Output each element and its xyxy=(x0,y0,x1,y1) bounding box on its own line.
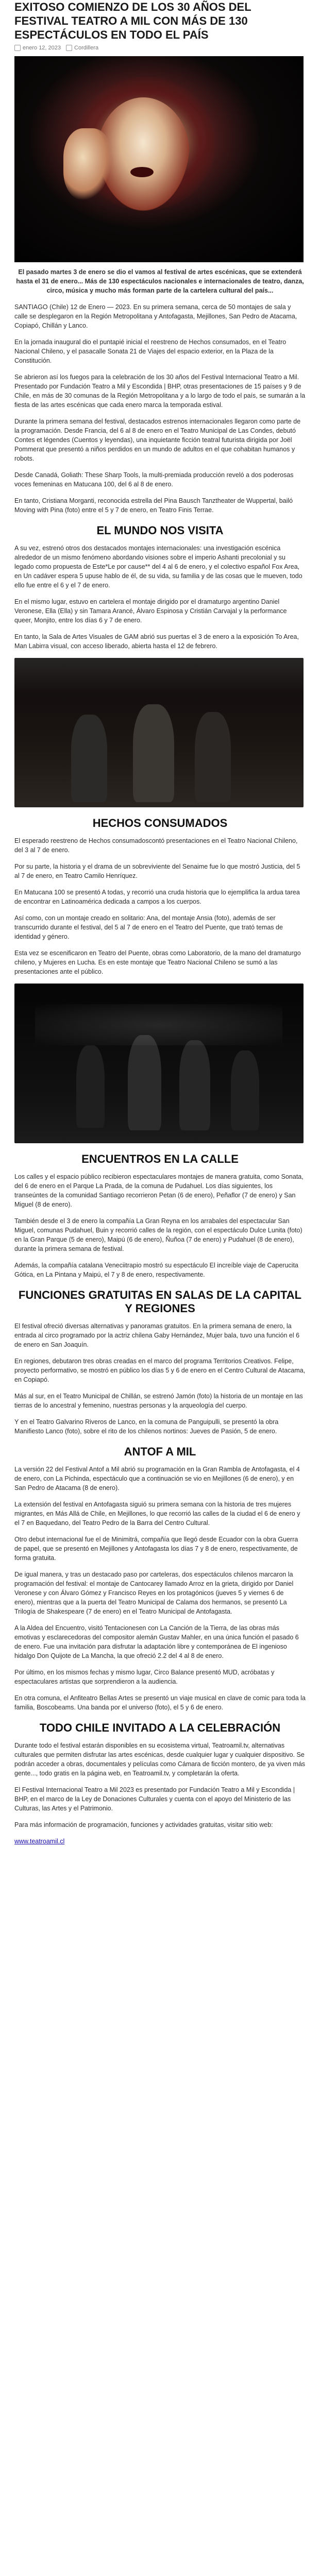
stage-light xyxy=(14,658,304,694)
stage-photo xyxy=(14,658,304,807)
paragraph: En tanto, la Sala de Artes Visuales de GAM abrió sus puertas el 3 de enero a la exposición To Area, Man Labirra visual, con acceso liberado, abierta hasta el 12 de febrero. xyxy=(14,633,299,650)
folder-icon xyxy=(66,45,72,51)
hero-hand-shape xyxy=(63,128,112,200)
site-link[interactable]: www.teatroamil.cl xyxy=(14,1838,65,1845)
paragraph: Además, la compañía catalana Veneciitrapio mostró su espectáculo El increíble viaje de Caperucita Gótica, en La Pintana y Maipú, el 7 y 8 de enero, respectivamente. xyxy=(14,1262,299,1278)
paragraph: Otro debut internacional fue el de Minimitrá, compañía que llegó desde Ecuador con la obra Guerra de papel, que se presentó en Mejillones y Antofagasta los días 7 y 8 de enero, respectivamente, de forma gratuita. xyxy=(14,1536,298,1562)
paragraph: A su vez, estrenó otros dos destacados montajes internacionales: una investigación escénica alrededor de un mismo fenómeno abordando visiones sobre el imperio Ashanti precolonial y su legado como propuesta de Este*Le por cause** del 4 al 6 de enero, y el colectivo español Fox Area, en Un cadáver espera 5 upuse hablo de él, de su vida, su familia y de las cosas que le mueven, todo ello fue entre el 6 y el 7 de enero. xyxy=(14,545,302,589)
section-heading: HECHOS CONSUMADOS xyxy=(92,817,228,829)
paragraph: SANTIAGO (Chile) 12 de Enero — 2023. En su primera semana, cerca de 50 montajes de sala y calle se desplegaron en la Región Metropolitana y Antofagasta, Mejillones, San Pedro de Atacama, Copiapó, Chillán y Lanco. xyxy=(14,303,297,329)
paragraph: Por su parte, la historia y el drama de un sobreviviente del Senaime fue lo que mostró Justicia, del 5 al 7 de enero, en Teatro Camilo Henríquez. xyxy=(14,863,300,879)
paragraph: Más al sur, en el Teatro Municipal de Chillán, se estrenó Jamón (foto) la historia de un montaje en las tierras de lo ancestral y femenino, nuestras personas y la arqueología del cuerpo. xyxy=(14,1393,303,1409)
performer-figure xyxy=(133,704,174,802)
section-heading: ANTOF A MIL xyxy=(124,1445,196,1458)
performer-figure xyxy=(195,712,231,802)
hero-image xyxy=(14,56,304,262)
paragraph: Y en el Teatro Galvarino Riveros de Lanco, en la comuna de Panguipulli, se presentó la obra Manifiesto Lanco (foto), sobre el rito de los chilenos nortinos: Jueves de Pasión, 5 de enero. xyxy=(14,1418,279,1435)
paragraph: En otra comuna, el Anfiteatro Bellas Artes se presentó un viaje musical en clave de comic para toda la familia, Boscobeams. Una banda por el universo (foto), el 5 y 6 de enero. xyxy=(14,1694,306,1711)
paragraph: El esperado reestreno de Hechos consumadoscontó presentaciones en el Teatro Nacional Chileno, del 3 al 7 de enero. xyxy=(14,837,298,854)
site-link-paragraph xyxy=(14,1837,306,1846)
performer-figure xyxy=(128,1035,161,1130)
paragraph: Para más información de programación, funciones y actividades gratuitas, visitar sitio web: xyxy=(14,1821,273,1828)
stage-photo xyxy=(14,984,304,1143)
performer-figure xyxy=(179,1040,210,1130)
article-meta xyxy=(14,45,306,51)
article-category[interactable]: Cordillera xyxy=(74,45,99,51)
section-heading: EL MUNDO NOS VISITA xyxy=(96,524,224,537)
paragraph: En Matucana 100 se presentó A todas, y recorrió una cruda historia que lo ejemplifica la ardua tarea de encontrar en Latinoamérica dedicada a campos a los cuerpos. xyxy=(14,889,300,905)
paragraph: Durante la primera semana del festival, destacados estrenos internacionales llegaron como parte de la programación. Desde Francia, del 6 al 8 de enero en el Teatro Municipal de Las Condes, debutó Contes et légendes (Cuentos y leyendas), una inquietante ficción teatral futurista dirigida por Joël Pommerat que presentó a niños perdidos en un mundo de adultos en el que cohabitan humanos y robots. xyxy=(14,418,301,462)
paragraph: El Festival Internacional Teatro a Mil 2023 es presentado por Fundación Teatro a Mil y Escondida | BHP, en el marco de la Ley de Donaciones Culturales y cuenta con el apoyo del Ministerio de las Culturas, las Artes y el Patrimonio. xyxy=(14,1786,295,1812)
paragraph: Así como, con un montaje creado en solitario: Ana, del montaje Ansia (foto), además de ser transcurrido durante el festival, del 5 al 7 de enero en el Teatro del Puente, que trató temas de identidad y género. xyxy=(14,914,283,940)
section-heading: TODO CHILE INVITADO A LA CELEBRACIÓN xyxy=(39,1721,281,1734)
paragraph: El festival ofreció diversas alternativas y panoramas gratuitos. En la primera semana de enero, la entrada al circo programado por la actriz chilena Gaby Hernández, Mujer bala, tuvo una función el 6 de enero en San Joaquín. xyxy=(14,1323,300,1348)
paragraph: Esta vez se escenificaron en Teatro del Puente, obras como Laboratorio, de la mano del dramaturgo chileno, y Mujeres en Lucha. Es en este montaje que Teatro Nacional Chileno se sumó a las presentaciones ante el público. xyxy=(14,950,301,975)
paragraph: La versión 22 del Festival Antof a Mil abrió su programación en la Gran Rambla de Antofagasta, el 4 de enero, con La Pichinda, espectáculo que a continuación se vio en Mejillones (6 de enero), y en San Pedro de Atacama (8 de enero). xyxy=(14,1466,300,1492)
paragraph: En regiones, debutaron tres obras creadas en el marco del programa Territorios Creativos. Felipe, proyecto performativo, se mostró en público los días 5 y 6 de enero en el Centro Cultural de Atacama, en Copiapó. xyxy=(14,1358,306,1383)
calendar-icon xyxy=(14,45,21,51)
hero-mouth-shape xyxy=(130,167,154,177)
lead-paragraph: El pasado martes 3 de enero se dio el vamos al festival de artes escénicas, que se extenderá hasta el 31 de enero... Más de 130 espectáculos nacionales e internacionales de teatro, danza, circo, música y mucho más forman parte de la cartelera cultural del país... xyxy=(16,268,304,294)
paragraph: En el mismo lugar, estuvo en cartelera el montaje dirigido por el dramaturgo argentino Daniel Veronese, Ella (Ella) y sin Tamara Arancé, Álvaro Espinosa y Cristián Carvajal y la performance queer, Monjito, entre los días 6 y 7 de enero. xyxy=(14,598,287,624)
date-meta xyxy=(14,45,61,51)
paragraph: Se abrieron así los fuegos para la celebración de los 30 años del Festival Internacional Teatro a Mil. Presentado por Fundación Teatro a Mil y Escondida | BHP, otras presentaciones de 15 países y 9 de Chile, en más de 30 comunas de la Región Metropolitana y a lo largo de todo el país, se sumarán a la fiesta de las artes escénicas que cada enero marca la temporada estival. xyxy=(14,374,306,409)
paragraph: Durante todo el festival estarán disponibles en su ecosistema virtual, Teatroamil.tv, alternativas culturales que permiten disfrutar las artes escénicas, desde cualquier lugar y cualquier dispositivo. Se podrán acceder a obras, documentales y películas como Cámara de ficción montero, de ya viven más gente..., todo gratis en la página web, en Teatroamil.tv, y completarán la oferta. xyxy=(14,1742,306,1777)
performer-figure xyxy=(76,1045,105,1128)
paragraph: De igual manera, y tras un destacado paso por carteleras, dos espectáculos chilenos marcaron la programación del festival: el montaje de Cantocarey llamado Arroz en la grieta, dirigido por Daniel Veronese y con Álvaro Gómez y Francisco Reyes en los protagónicos (jueves 5 y viernes 6 de enero), mientras que a la puerta del Teatro Municipal de Calama dos hermanos, se presentó La Trilogía de Shakespeare (7 de enero) en el Teatro Municipal de Antofagasta. xyxy=(14,1571,294,1615)
paragraph: Por último, en los mismos fechas y mismo lugar, Circo Balance presentó MUD, acróbatas y espectaculares artistas que sorprendieron a la audiencia. xyxy=(14,1669,275,1685)
paragraph: Desde Canadá, Goliath: These Sharp Tools, la multi-premiada producción reveló a dos poderosas voces femeninas en Matucana 100, del 6 al 8 de enero. xyxy=(14,471,294,488)
paragraph: La extensión del festival en Antofagasta siguió su primera semana con la historia de tres mujeres migrantes, en Más Allá de Chile, en Mejillones, lo que recorrió las calles de la ciudad el 6 de enero y el 7 en Baquedano, del Teatro Pedro de la Barra del Centro Cultural. xyxy=(14,1501,300,1527)
paragraph: En tanto, Cristiana Morganti, reconocida estrella del Pina Bausch Tanztheater de Wuppertal, bailó Moving with Pina (foto) entre el 5 y 7 de enero, en Teatro Finis Terrae. xyxy=(14,497,293,514)
paragraph: En la jornada inaugural dio el puntapié inicial el reestreno de Hechos consumados, en el Teatro Nacional Chileno, y el pasacalle Sonata 21 de Viajes del espacio exterior, en la Plaza de la Constitución. xyxy=(14,338,287,364)
paragraph: También desde el 3 de enero la compañía La Gran Reyna en los arrabales del espectacular San Miguel, comunas Pudahuel, Buin y recorrió calles de la región, con el espectáculo Dulce Lunita (foto) en la Gran Parque (5 de enero), Maipú (6 de enero), Ñuñoa (7 de enero) y Pudahuel (8 de enero), durante la primera semana de festival. xyxy=(14,1217,302,1252)
section-heading: ENCUENTROS EN LA CALLE xyxy=(81,1153,239,1165)
category-meta[interactable] xyxy=(66,45,98,51)
performer-figure xyxy=(71,715,107,802)
article-date: enero 12, 2023 xyxy=(23,45,61,51)
paragraph: A la Aldea del Encuentro, visitó Tentacionesen con La Canción de la Tierra, de las obras más emotivas y esclarecedoras del compositor alemán Gustav Mahler, en una única función el pasado 6 de enero. Fue una invitación para disfrutar la adaptación libre y contemporánea de El ingenioso hidalgo Don Quijote de La Mancha, la que ofreció 2.2 del 4 al 8 de enero. xyxy=(14,1624,299,1659)
performer-figure xyxy=(231,1050,259,1130)
article-title: EXITOSO COMIENZO DE LOS 30 AÑOS DEL FESTIVAL TEATRO A MIL CON MÁS DE 130 ESPECTÁCULOS EN TODO EL PAÍS xyxy=(14,1,251,41)
stage-light xyxy=(35,1004,282,1045)
section-heading: FUNCIONES GRATUITAS EN SALAS DE LA CAPITAL Y REGIONES xyxy=(18,1289,302,1315)
paragraph: Los calles y el espacio público recibieron espectaculares montajes de manera gratuita, como Sonata, del 6 de enero en el Parque La Prada, de la comuna de Pudahuel. Los días siguientes, los transeúntes de la comunidad Santiago recorrieron Petan (6 de enero), Peñaflor (7 de enero) y San Miguel (8 de enero). xyxy=(14,1173,304,1208)
